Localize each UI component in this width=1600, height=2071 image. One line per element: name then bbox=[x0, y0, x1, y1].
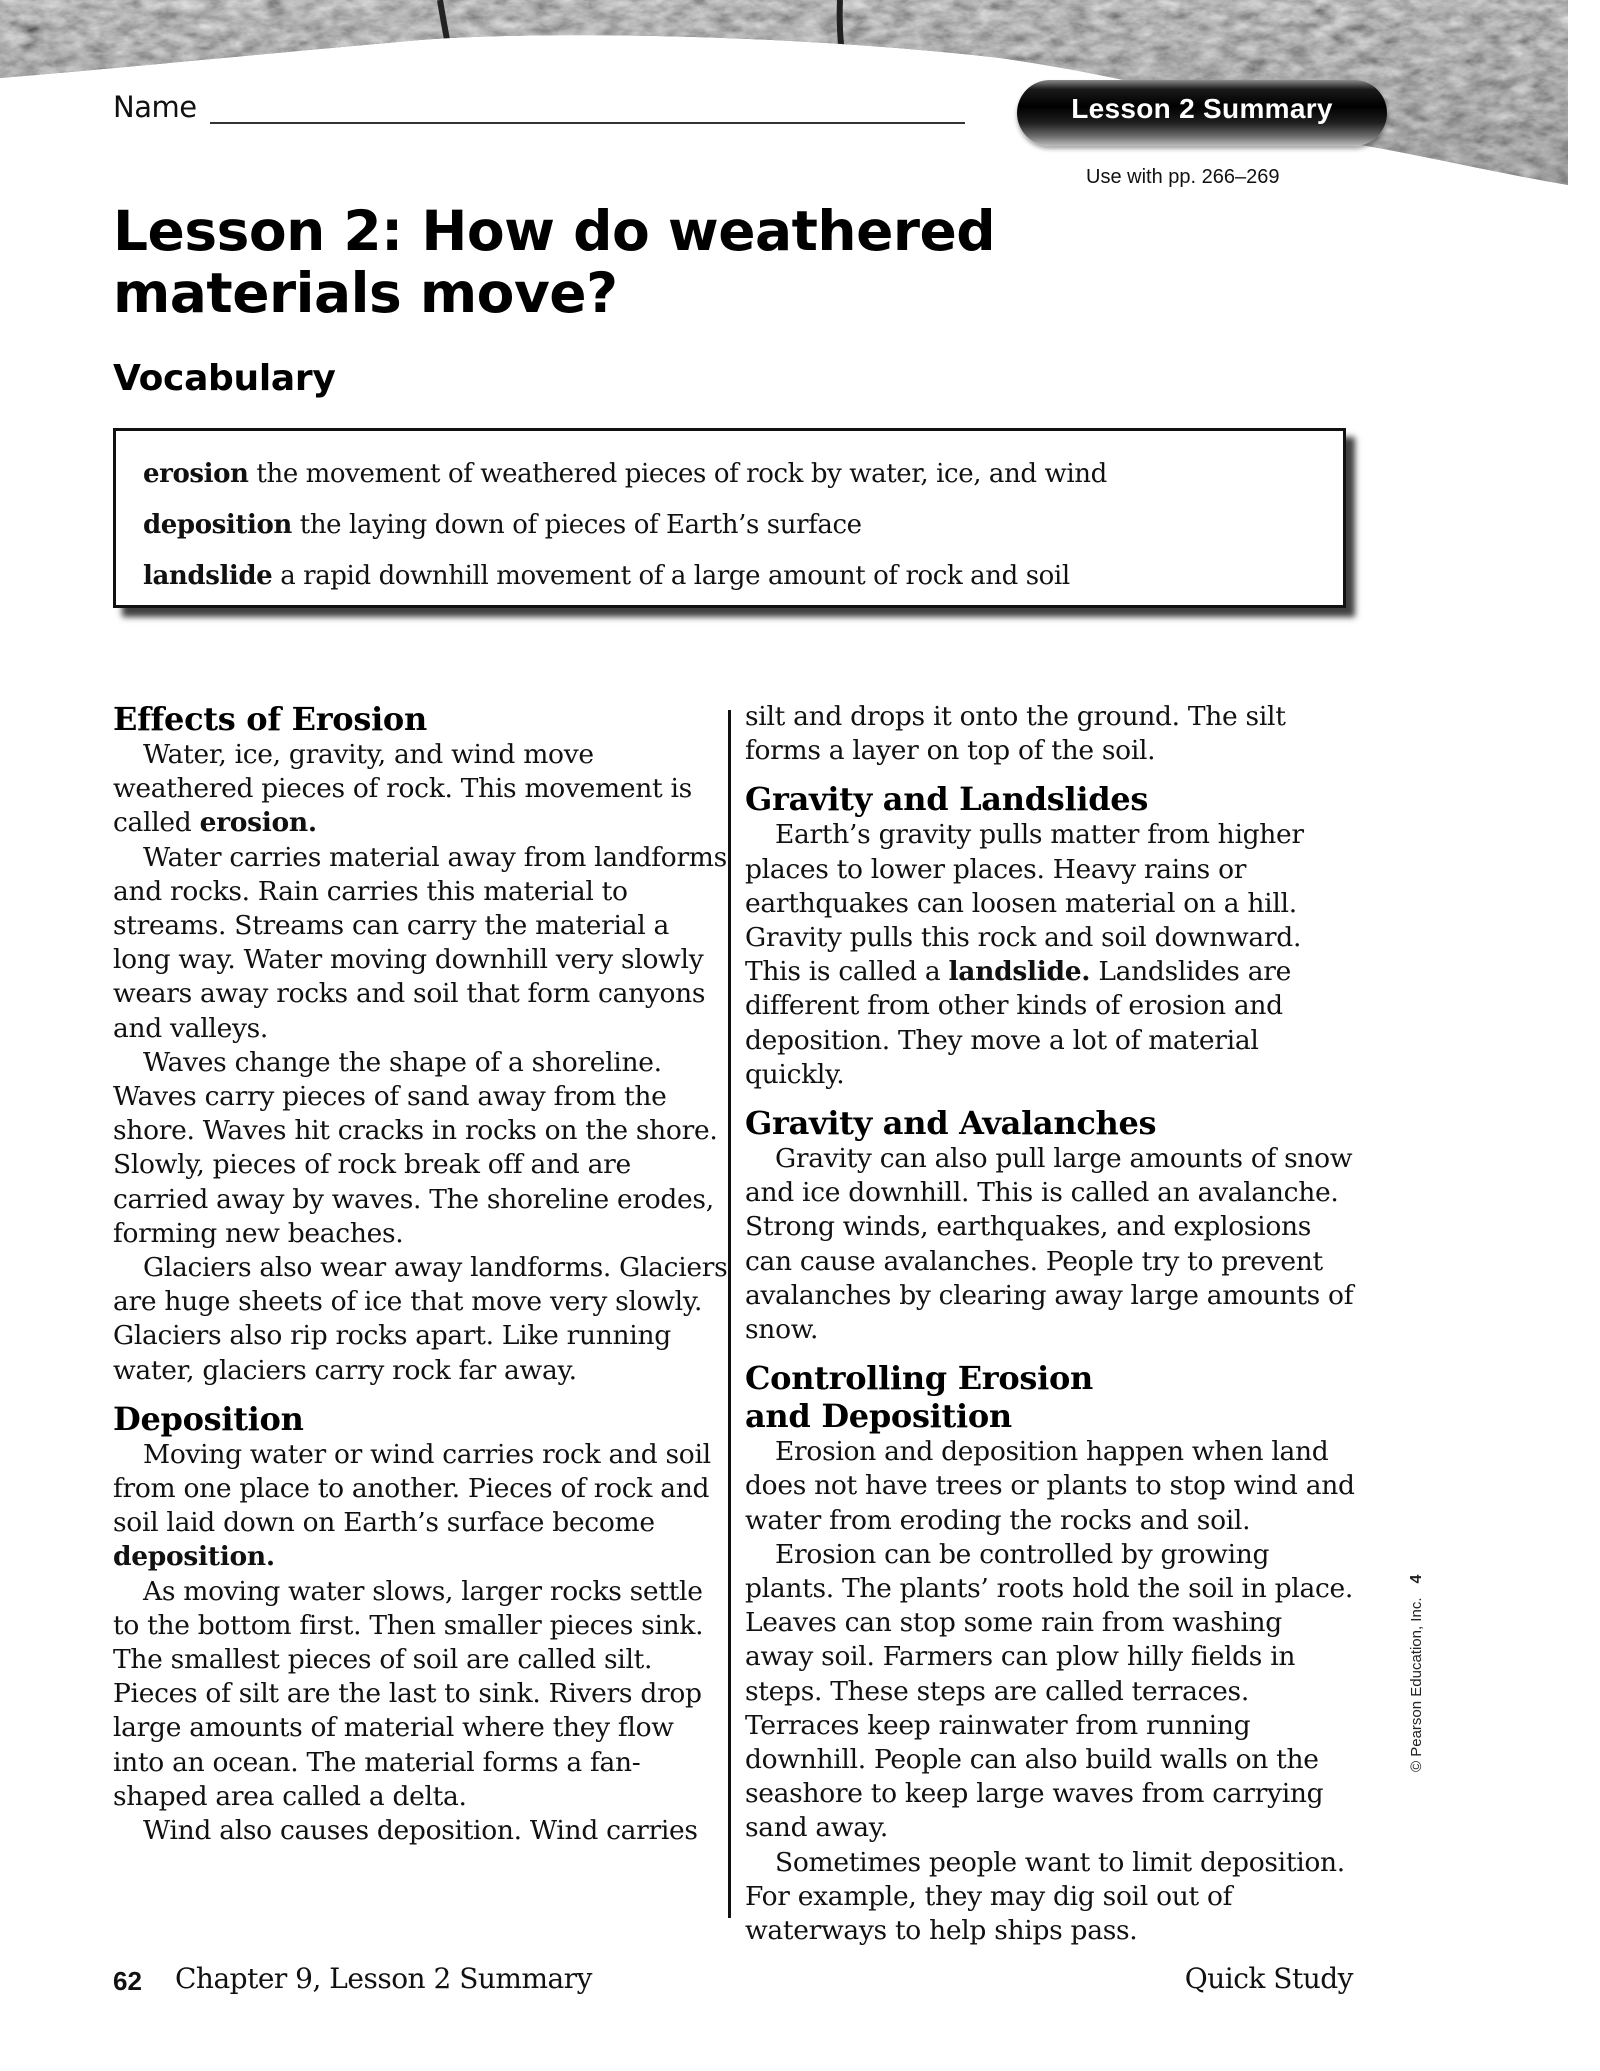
section-heading-controlling-erosion bbox=[745, 1359, 1357, 1435]
vocabulary-definition: a rapid downhill movement of a large amount of rock and soil bbox=[280, 561, 1070, 591]
lesson-summary-badge-label: Lesson 2 Summary bbox=[1071, 93, 1333, 124]
vocabulary-term: landslide bbox=[143, 561, 273, 591]
vocabulary-box bbox=[113, 428, 1346, 608]
heading-line: and Deposition bbox=[745, 1397, 1012, 1436]
lesson-summary-badge bbox=[1017, 80, 1387, 146]
key-term-erosion: erosion. bbox=[199, 807, 317, 839]
paragraph-text: Moving water or wind carries rock and soil from one place to another. Pieces of rock and soil laid down on Earth’s surface become bbox=[113, 1438, 711, 1539]
vocabulary-term: erosion bbox=[143, 459, 249, 489]
key-term-deposition: deposition. bbox=[113, 1541, 275, 1573]
name-writing-line[interactable] bbox=[210, 122, 965, 124]
copyright-notice bbox=[1408, 1575, 1426, 1772]
vocabulary-item bbox=[143, 449, 1323, 500]
book-label: Quick Study bbox=[1184, 1962, 1353, 1995]
page-footer bbox=[113, 1962, 1353, 2002]
paragraph: Waves change the shape of a shoreline. Waves carry pieces of sand away from the shore. Waves hit cracks in rocks on the shore. Slowly, pieces of rock break off and are carried away by waves. The shoreline erodes, forming new beaches. bbox=[113, 1046, 718, 1249]
paragraph: Water carries material away from landforms and rocks. Rain carries this material to streams. Streams can carry the material a long way. Water moving downhill very slowly wears away rocks and soil that form canyons and valleys. bbox=[113, 841, 727, 1044]
paragraph: Erosion and deposition happen when land does not have trees or plants to stop wind and water from eroding the rocks and soil. bbox=[745, 1436, 1355, 1536]
vocabulary-definition: the laying down of pieces of Earth’s surface bbox=[299, 510, 862, 540]
left-column bbox=[113, 700, 728, 1848]
key-term-landslide: landslide. bbox=[948, 956, 1091, 988]
paragraph bbox=[113, 738, 728, 841]
vocabulary-item bbox=[143, 500, 1323, 551]
chapter-label: Chapter 9, Lesson 2 Summary bbox=[175, 1962, 592, 1995]
paragraph: As moving water slows, larger rocks settle to the bottom first. Then smaller pieces sink. The smallest pieces of soil are called silt. Pieces of silt are the last to sink. Rivers drop large amounts of material where they flow into an ocean. The material forms a fan-shaped area called a delta. bbox=[113, 1575, 704, 1812]
paragraph-text: Earth’s gravity pulls matter from higher places to lower places. Heavy rains or earthquakes can loosen material on a hill. Gravity pulls this rock and soil downward. This is called a bbox=[745, 819, 1304, 988]
paragraph bbox=[113, 1438, 728, 1575]
paragraph: Gravity can also pull large amounts of snow and ice downhill. This is called an avalanche. Strong winds, earthquakes, and explosions can cause avalanches. People try to prevent avalanches by clearing away large amounts of snow. bbox=[745, 1143, 1354, 1346]
grade-level: 4 bbox=[1408, 1574, 1425, 1584]
section-heading-effects-of-erosion: Effects of Erosion bbox=[113, 700, 427, 738]
paragraph: Erosion can be controlled by growing plants. The plants’ roots hold the soil in place. Leaves can stop some rain from washing away soil. Farmers can plow hilly fields in steps. These steps are called terraces. Terraces keep rainwater from running downhill. People can also build walls on the seashore to keep large waves from carrying sand away. bbox=[745, 1538, 1353, 1844]
use-with-pages: Use with pp. 266–269 bbox=[1086, 166, 1280, 188]
page-number: 62 bbox=[113, 1966, 142, 1996]
section-heading-gravity-avalanches: Gravity and Avalanches bbox=[745, 1104, 1157, 1143]
paragraph: Sometimes people want to limit deposition. For example, they may dig soil out of waterways to help ships pass. bbox=[745, 1846, 1345, 1947]
vocabulary-definition: the movement of weathered pieces of rock by water, ice, and wind bbox=[256, 459, 1107, 489]
paragraph-continued: silt and drops it onto the ground. The silt forms a layer on top of the soil. bbox=[745, 701, 1286, 767]
section-heading-deposition: Deposition bbox=[113, 1399, 304, 1438]
paragraph bbox=[745, 818, 1357, 1092]
paragraph: Wind also causes deposition. Wind carries bbox=[143, 1815, 698, 1847]
vocabulary-term: deposition bbox=[143, 510, 292, 540]
paragraph-text: Water, ice, gravity, and wind move weathered pieces of rock. This movement is called bbox=[113, 739, 692, 839]
heading-line: Controlling Erosion bbox=[745, 1359, 1093, 1398]
paragraph-text: Landslides are different from other kinds of erosion and deposition. They move a lot of material quickly. bbox=[745, 956, 1291, 1090]
section-heading-gravity-landslides: Gravity and Landslides bbox=[745, 780, 1149, 819]
name-field[interactable] bbox=[113, 90, 963, 130]
name-label: Name bbox=[113, 90, 197, 124]
vocabulary-item bbox=[143, 551, 1323, 602]
page-title: Lesson 2: How do weathered materials move? bbox=[113, 199, 996, 325]
vocabulary-list bbox=[143, 449, 1323, 602]
right-column bbox=[745, 700, 1357, 1948]
vocabulary-heading: Vocabulary bbox=[113, 358, 336, 399]
paragraph: Glaciers also wear away landforms. Glaciers are huge sheets of ice that move very slowly. Glaciers also rip rocks apart. Like running water, glaciers carry rock far away. bbox=[113, 1252, 728, 1386]
column-divider bbox=[728, 710, 731, 1918]
copyright-text: © Pearson Education, Inc. bbox=[1408, 1597, 1425, 1772]
